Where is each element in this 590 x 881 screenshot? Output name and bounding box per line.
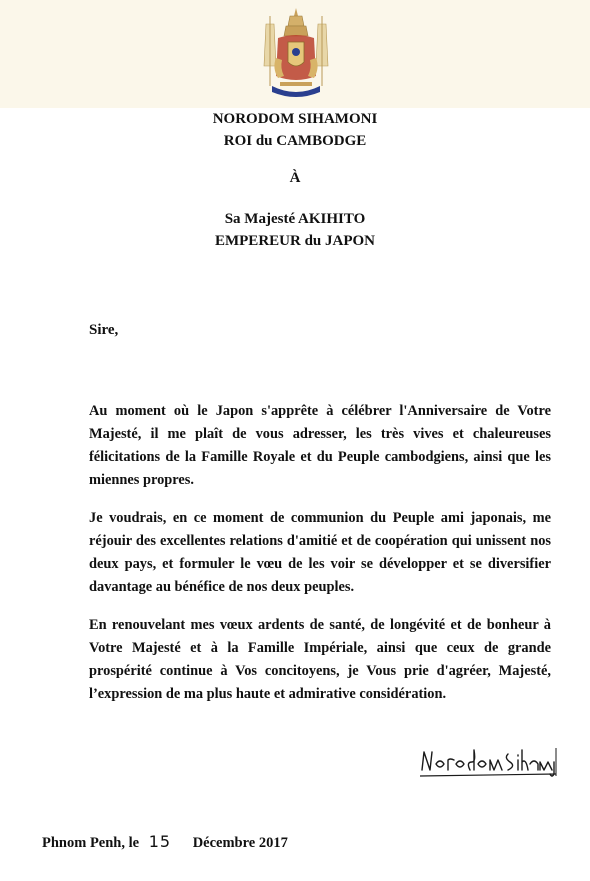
date-month-year: Décembre 2017 [192,835,288,851]
date-day-handwritten: 15 [148,832,172,851]
paragraph-2: Je voudrais, en ce moment de communion du Peuple ami japonais, me réjouir des excellentes relations d'amitié et de coopération qui unissent nos deux pays, et formuler le vœu de les voir se développer et se diversifier davantage au bénéfice de nos deux peuples. [89,510,551,595]
paragraph-3: En renouvelant mes vœux ardents de santé, de longévité et de bonheur à Votre Majesté et à la Famille Impériale, ainsi que ceux de grande prospérité continue à Vos concitoyens, je Vous prie d'agréer, Majesté, l’expression de ma plus haute et admirative considération. [89,617,551,702]
letter-body [89,400,551,721]
recipient-name: Sa Majesté AKIHITO [224,211,366,227]
sender-name: NORODOM SIHAMONI [212,111,378,127]
recipient-title: EMPEREUR du JAPON [214,233,375,249]
salutation: Sire, [89,322,119,338]
sender-block [0,108,590,152]
handwritten-signature-icon [418,740,558,780]
paragraph-1: Au moment où le Japon s'apprête à célébrer l'Anniversaire de Votre Majesté, il me plaît de vous adresser, les très vives et chaleureuses félicitations de la Famille Royale et du Peuple cambodgiens, ainsi que les miennes propres. [89,403,551,488]
date-line [42,832,288,852]
sender-title: ROI du CAMBODGE [223,133,367,149]
recipient-block [0,208,590,252]
to-mark: À [289,170,301,186]
date-place: Phnom Penh, le [42,835,140,851]
royal-coat-of-arms-icon [258,6,334,102]
